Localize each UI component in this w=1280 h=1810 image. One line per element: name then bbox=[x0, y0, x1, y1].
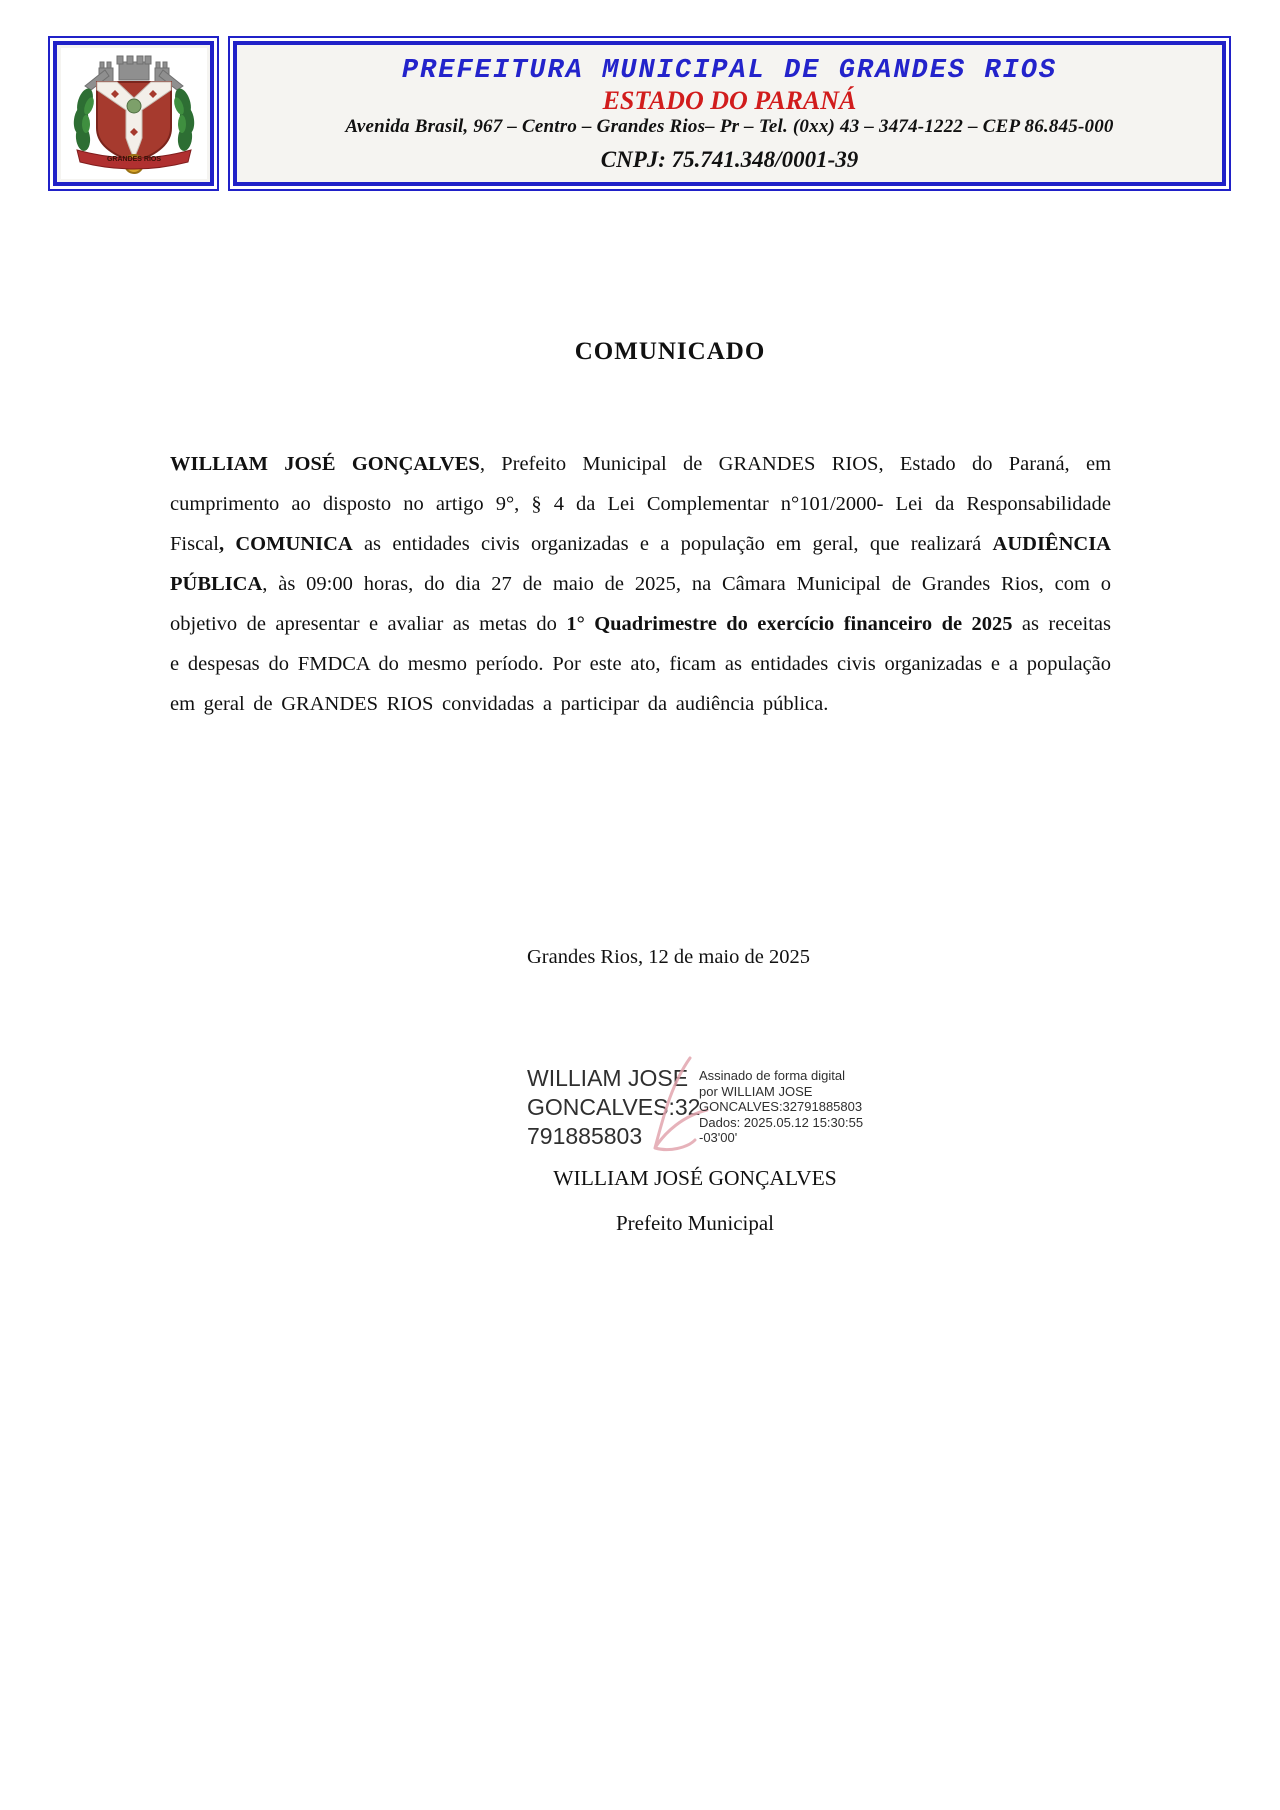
cnpj-line: CNPJ: 75.741.348/0001-39 bbox=[600, 147, 859, 172]
dateline: Grandes Rios, 12 de maio de 2025 bbox=[527, 946, 810, 968]
digital-signature-note-line: Dados: 2025.05.12 15:30:55 bbox=[699, 1114, 864, 1130]
digital-signature-name-line: GONCALVES:32 bbox=[527, 1094, 701, 1120]
paragraph-run: , às 09:00 horas, do dia 27 de maio de 2025, na Câmara Municipal de Grandes Rios, com o objetivo de apresentar e avaliar as metas do bbox=[170, 573, 1111, 635]
paragraph-run: , COMUNICA bbox=[218, 533, 353, 555]
digital-signature-block bbox=[527, 1060, 927, 1170]
digital-signature-name-line: WILLIAM JOSE bbox=[527, 1065, 689, 1091]
digital-signature-note-line: GONCALVES:32791885803 bbox=[699, 1099, 863, 1114]
address-line: Avenida Brasil, 967 – Centro – Grandes Rios– Pr – Tel. (0xx) 43 – 3474-1222 – CEP 86.845-000 bbox=[345, 116, 1114, 137]
paragraph-run: WILLIAM JOSÉ GONÇALVES bbox=[170, 453, 480, 475]
paragraph-run: , Prefeito Municipal de GRANDES RIOS, Estado do Paraná, em cumprimento ao disposto no artigo 9°, § 4 da Lei Complementar n°101/2000- Lei da Responsabilidade Fiscal bbox=[170, 453, 1112, 555]
document-title: COMUNICADO bbox=[574, 338, 766, 365]
header-box bbox=[228, 36, 1231, 191]
digital-signature-note-line: -03'00' bbox=[699, 1130, 738, 1145]
crest-banner-text: GRANDES RIOS bbox=[106, 156, 161, 163]
paragraph-run: 1° Quadrimestre do exercício financeiro de 2025 bbox=[566, 613, 1013, 635]
signer-name: WILLIAM JOSÉ GONÇALVES bbox=[553, 1166, 837, 1190]
digital-signature-note-line: Assinado de forma digital bbox=[699, 1068, 845, 1083]
header-box-inner bbox=[233, 41, 1226, 186]
municipality-title: PREFEITURA MUNICIPAL DE GRANDES RIOS bbox=[401, 56, 1058, 86]
digital-signature-name-line: 791885803 bbox=[527, 1123, 643, 1149]
crest-box bbox=[48, 36, 219, 191]
paragraph-run: as receitas e despesas do FMDCA do mesmo período. Por este ato, ficam as entidades civis organizadas e a população em geral de GRANDES RIOS convidadas a participar da audiência pública. bbox=[170, 613, 1111, 715]
paragraph-run: as entidades civis organizadas e a população em geral, que realizará bbox=[352, 533, 993, 555]
signer-title: Prefeito Municipal bbox=[615, 1211, 775, 1235]
state-subtitle: ESTADO DO PARANÁ bbox=[602, 86, 857, 115]
paragraph-run: AUDIÊNCIA PÚBLICA bbox=[170, 533, 1111, 595]
municipal-coat-of-arms-icon bbox=[59, 46, 209, 181]
digital-signature-note-line: por WILLIAM JOSE bbox=[699, 1083, 813, 1099]
main-paragraph bbox=[170, 444, 1111, 724]
crest-box-inner bbox=[53, 41, 214, 186]
digital-signature-note bbox=[699, 1068, 929, 1146]
